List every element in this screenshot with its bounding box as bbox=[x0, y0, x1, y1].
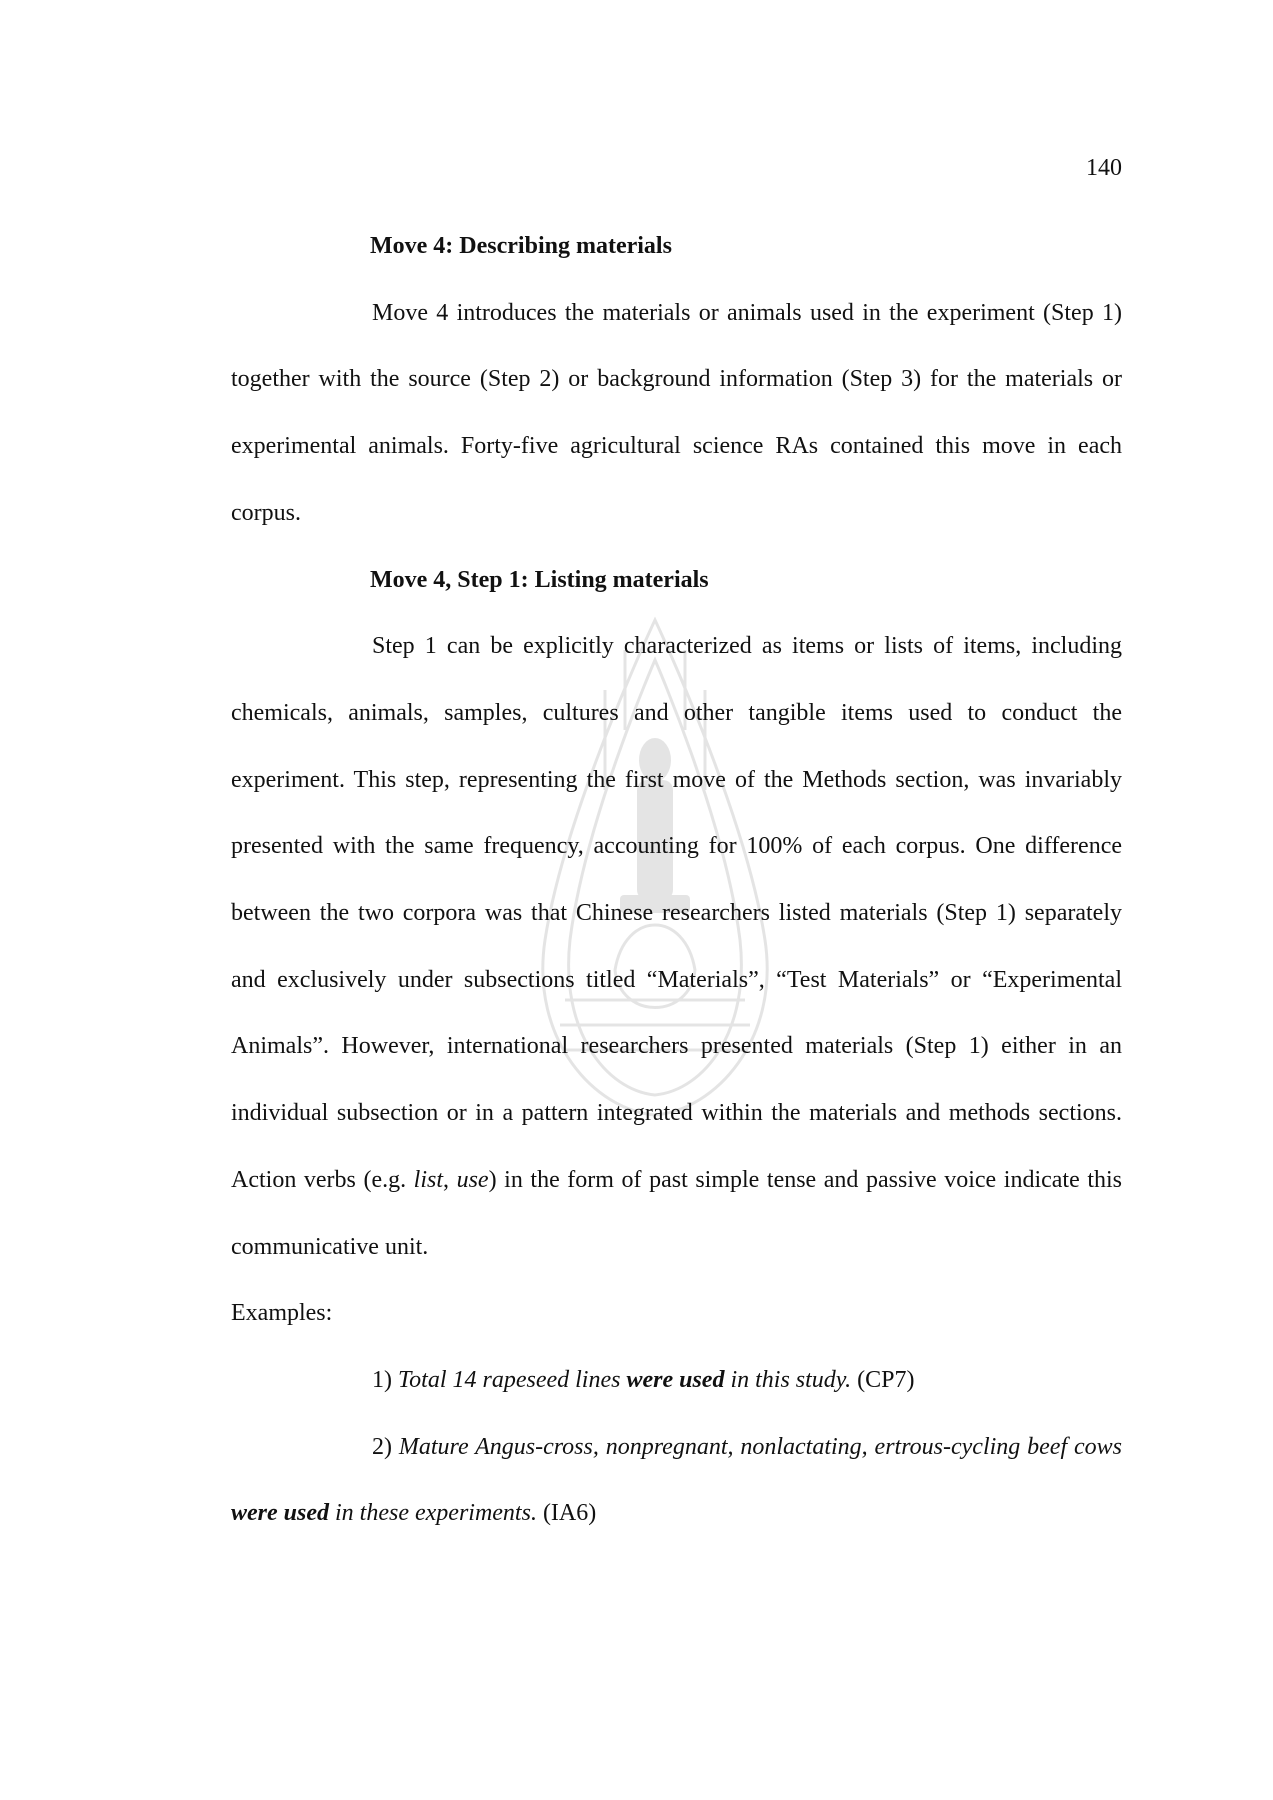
example-2-text-b: in these experiments. bbox=[329, 1500, 537, 1527]
page-number: 140 bbox=[1086, 155, 1122, 181]
body-text bbox=[231, 213, 1122, 1547]
step1-heading: Move 4, Step 1: Listing materials bbox=[370, 566, 709, 593]
example-1-bold: were used bbox=[626, 1366, 725, 1393]
step1-paragraph-part-b: ) in the form of past simple tense and passive voice indicate this communicative unit. bbox=[231, 1166, 1122, 1260]
example-1-text-a: Total 14 rapeseed lines bbox=[398, 1366, 627, 1393]
example-1-number: 1) bbox=[372, 1366, 398, 1393]
example-2-number: 2) bbox=[372, 1433, 399, 1460]
examples-label: Examples: bbox=[231, 1300, 333, 1327]
example-2-text-a: Mature Angus-cross, nonpregnant, nonlactating, ertrous-cycling beef cows bbox=[398, 1433, 1123, 1460]
example-1 bbox=[231, 1347, 1122, 1414]
example-1-text-b: in this study. bbox=[724, 1366, 852, 1393]
step1-list-word: list bbox=[413, 1166, 444, 1193]
move4-paragraph: Move 4 introduces the materials or animals used in the experiment (Step 1) together with the source (Step 2) or background information (Step 3) for the materials or experimental animals. Forty-five agricultural science RAs contained this move in each corpus. bbox=[231, 299, 1122, 526]
step1-use-word: use bbox=[456, 1166, 489, 1193]
step1-paragraph-part-a: Step 1 can be explicitly characterized as items or lists of items, including chemicals, animals, samples, cultures and other tangible items used to conduct the experiment. This step, representing the first move of the Methods section, was invariably presented with the same frequency, accounting for 100% of each corpus. One difference between the two corpora was that Chinese researchers listed materials (Step 1) separately and exclusively under subsections titled “Materials”, “Test Materials” or “Experimental Animals”. However, international researchers presented materials (Step 1) either in an individual subsection or in a pattern integrated within the materials and methods sections. Action verbs (e.g. bbox=[231, 633, 1122, 1193]
step1-paragraph bbox=[231, 613, 1122, 1280]
example-2-bold: were used bbox=[231, 1500, 329, 1527]
example-2 bbox=[231, 1414, 1122, 1547]
move4-heading: Move 4: Describing materials bbox=[370, 233, 672, 259]
example-2-source: (IA6) bbox=[536, 1500, 597, 1527]
example-1-source: (CP7) bbox=[851, 1366, 915, 1393]
step1-comma: , bbox=[443, 1166, 457, 1193]
